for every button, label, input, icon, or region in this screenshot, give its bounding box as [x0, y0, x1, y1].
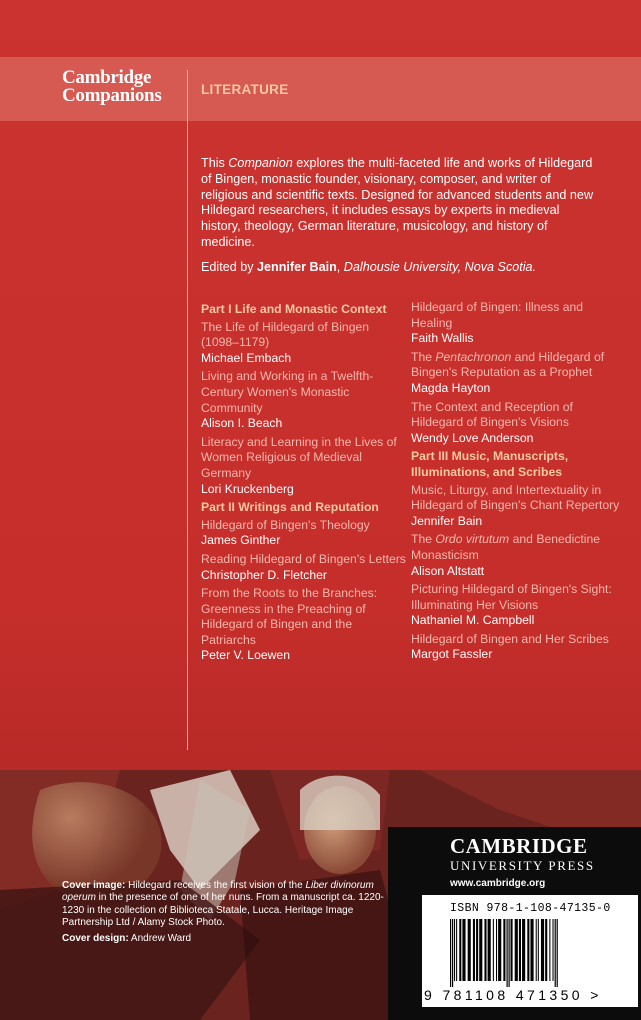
barcode-bar	[493, 919, 494, 981]
part-heading: Part III Music, Manuscripts, Illuminations, and Scribes	[411, 449, 569, 479]
chapter-author: Margot Fassler	[411, 647, 493, 662]
barcode-bar	[541, 919, 544, 981]
publisher-block	[388, 827, 641, 1020]
barcode-bar	[452, 919, 453, 987]
contents-entry	[201, 518, 406, 549]
barcode-box	[422, 895, 638, 1007]
logo-line-1: Cambridge	[62, 67, 152, 88]
barcode-icon	[448, 919, 614, 987]
cover-image-post: in the presence of one of her nuns. From a manuscript ca. 1220-1230 in the collection of Biblioteca Statale, Lucca. Heritage Image Partnership Ltd / Alamy Stock Photo.	[62, 892, 384, 929]
barcode-bar	[515, 919, 518, 981]
publisher-name: CAMBRIDGE	[450, 834, 588, 858]
chapter-title: Picturing Hildegard of Bingen's Sight: Illuminating Her Visions	[411, 582, 612, 612]
description	[201, 156, 596, 251]
chapter-author: Christopher D. Fletcher	[201, 567, 327, 582]
contents-entry	[201, 320, 406, 367]
chapter-author: Magda Hayton	[411, 380, 491, 395]
chapter-title-post: and Benedictine Monasticism	[411, 532, 601, 562]
chapter-title: From the Roots to the Branches: Greenness in the Preaching of Hildegard of Bingen and the Patriarchs	[201, 586, 378, 647]
barcode-bar	[522, 919, 525, 981]
barcode-bar	[536, 919, 537, 981]
contents-entry	[411, 632, 626, 663]
barcode-bar	[496, 919, 497, 981]
contents-entry	[411, 300, 626, 347]
chapter-author: Faith Wallis	[411, 331, 474, 346]
cover-design-label: Cover design:	[62, 932, 129, 944]
barcode-bar	[479, 919, 482, 981]
series-label: LITERATURE	[201, 82, 289, 97]
barcode-bar	[553, 919, 554, 981]
chapter-title	[411, 532, 626, 563]
barcode-bar	[545, 919, 547, 981]
chapter-author: Peter V. Loewen	[201, 648, 290, 663]
contents-column-1	[201, 300, 406, 667]
chapter-author: Wendy Love Anderson	[411, 430, 534, 445]
editor-line: Edited by Jennifer Bain, Dalhousie University, Nova Scotia.	[201, 260, 537, 274]
chapter-title-post: and Hildegard of Bingen's Reputation as a Prophet	[411, 349, 605, 380]
chapter-author: Jennifer Bain	[411, 513, 483, 528]
contents-entry	[201, 435, 406, 497]
barcode-bar	[450, 919, 451, 987]
chapter-author: Nathaniel M. Campbell	[411, 613, 535, 628]
chapter-title: Hildegard of Bingen's Theology	[201, 517, 370, 532]
barcode-bar	[538, 919, 539, 981]
barcode-bar	[507, 919, 508, 987]
barcode-bar	[509, 919, 510, 987]
chapter-title: Literacy and Learning in the Lives of Women Religious of Medieval Germany	[201, 434, 397, 480]
chapter-title: Music, Liturgy, and Intertextuality in Hildegard of Bingen's Chant Repertory	[411, 482, 620, 513]
editor-affiliation: Dalhousie University, Nova Scotia.	[343, 260, 537, 274]
barcode-bar	[468, 919, 471, 981]
chapter-title: The Context and Reception of Hildegard of Bingen's Visions	[411, 399, 573, 430]
chapter-title: Hildegard of Bingen and Her Scribes	[411, 631, 609, 646]
barcode-bar	[459, 919, 461, 981]
barcode-bar	[503, 919, 505, 981]
contents-entry	[411, 532, 626, 579]
blurb-post: explores the multi-faceted life and works of Hildegard of Bingen, monastic founder, visionary, composer, and writer of religious and scientific texts. Designed for advanced students and new Hildegard researchers, it includes essays by experts in medieval history, theology, German literature, musicology, and history of medicine.	[201, 156, 594, 249]
contents-entry	[411, 483, 626, 530]
barcode-bar	[462, 919, 465, 981]
chapter-title: Living and Working in a Twelfth-Century Women's Monastic Community	[201, 369, 374, 415]
barcode-number: 9 781108 471350 >	[424, 987, 602, 1003]
part-heading: Part II Writings and Reputation	[201, 500, 379, 515]
contents-entry	[201, 369, 406, 431]
barcode-bar	[555, 919, 556, 987]
chapter-author: Alison Altstatt	[411, 563, 485, 578]
cover-image-label: Cover image:	[62, 880, 126, 891]
barcode-bar	[488, 919, 491, 981]
isbn-text: ISBN 978-1-108-47135-0	[450, 902, 611, 915]
cambridge-companions-logo	[62, 69, 161, 105]
barcode-bar	[530, 919, 533, 981]
barcode-bar	[456, 919, 457, 981]
chapter-author: Michael Embach	[201, 350, 292, 365]
logo-line-2: Companions	[62, 85, 162, 106]
chapter-title-pre: The	[411, 349, 436, 364]
contents-entry	[201, 586, 406, 664]
barcode-bar	[549, 919, 550, 981]
barcode-bar	[473, 919, 475, 981]
contents-entry	[411, 400, 626, 447]
blurb-em: Companion	[228, 156, 293, 170]
cover-image-em: Liber divinorum operum	[62, 880, 374, 904]
chapter-author: Alison I. Beach	[201, 416, 283, 431]
chapter-title: The Life of Hildegard of Bingen (1098–1179)	[201, 319, 370, 350]
barcode-bar	[498, 919, 501, 981]
editor-name: Jennifer Bain	[257, 260, 337, 274]
chapter-title-em: Ordo virtutum	[435, 532, 510, 547]
barcode-bar	[511, 919, 513, 981]
barcode-bar	[557, 919, 558, 987]
cover-image-pre: Hildegard receives the first vision of the	[125, 880, 306, 891]
barcode-bar	[527, 919, 529, 981]
chapter-author: James Ginther	[201, 533, 281, 548]
cover-image-credit	[62, 880, 392, 930]
chapter-title: Reading Hildegard of Bingen's Letters	[201, 551, 406, 566]
contents-entry	[201, 552, 406, 583]
edited-prefix: Edited by	[201, 260, 258, 274]
barcode-bar	[519, 919, 521, 981]
part-heading: Part I Life and Monastic Context	[201, 302, 387, 316]
chapter-author: Lori Kruckenberg	[201, 481, 294, 496]
cover-design-credit	[62, 933, 392, 945]
chapter-title	[411, 350, 626, 381]
blurb-pre: This	[201, 156, 229, 170]
barcode-bar	[454, 919, 455, 981]
contents-entry	[411, 350, 626, 397]
contents-entry	[411, 582, 626, 629]
divider-line	[187, 70, 188, 750]
cover-credits	[62, 880, 392, 945]
contents-column-2	[411, 300, 626, 666]
cover-design-value: Andrew Ward	[128, 932, 192, 944]
chapter-title: Hildegard of Bingen: Illness and Healing	[411, 300, 584, 330]
publisher-url: www.cambridge.org	[450, 878, 546, 889]
chapter-title-pre: The	[411, 532, 436, 547]
barcode-bar	[476, 919, 478, 981]
chapter-title-em: Pentachronon	[435, 349, 512, 364]
publisher-press: UNIVERSITY PRESS	[450, 858, 595, 873]
barcode-bar	[484, 919, 486, 981]
